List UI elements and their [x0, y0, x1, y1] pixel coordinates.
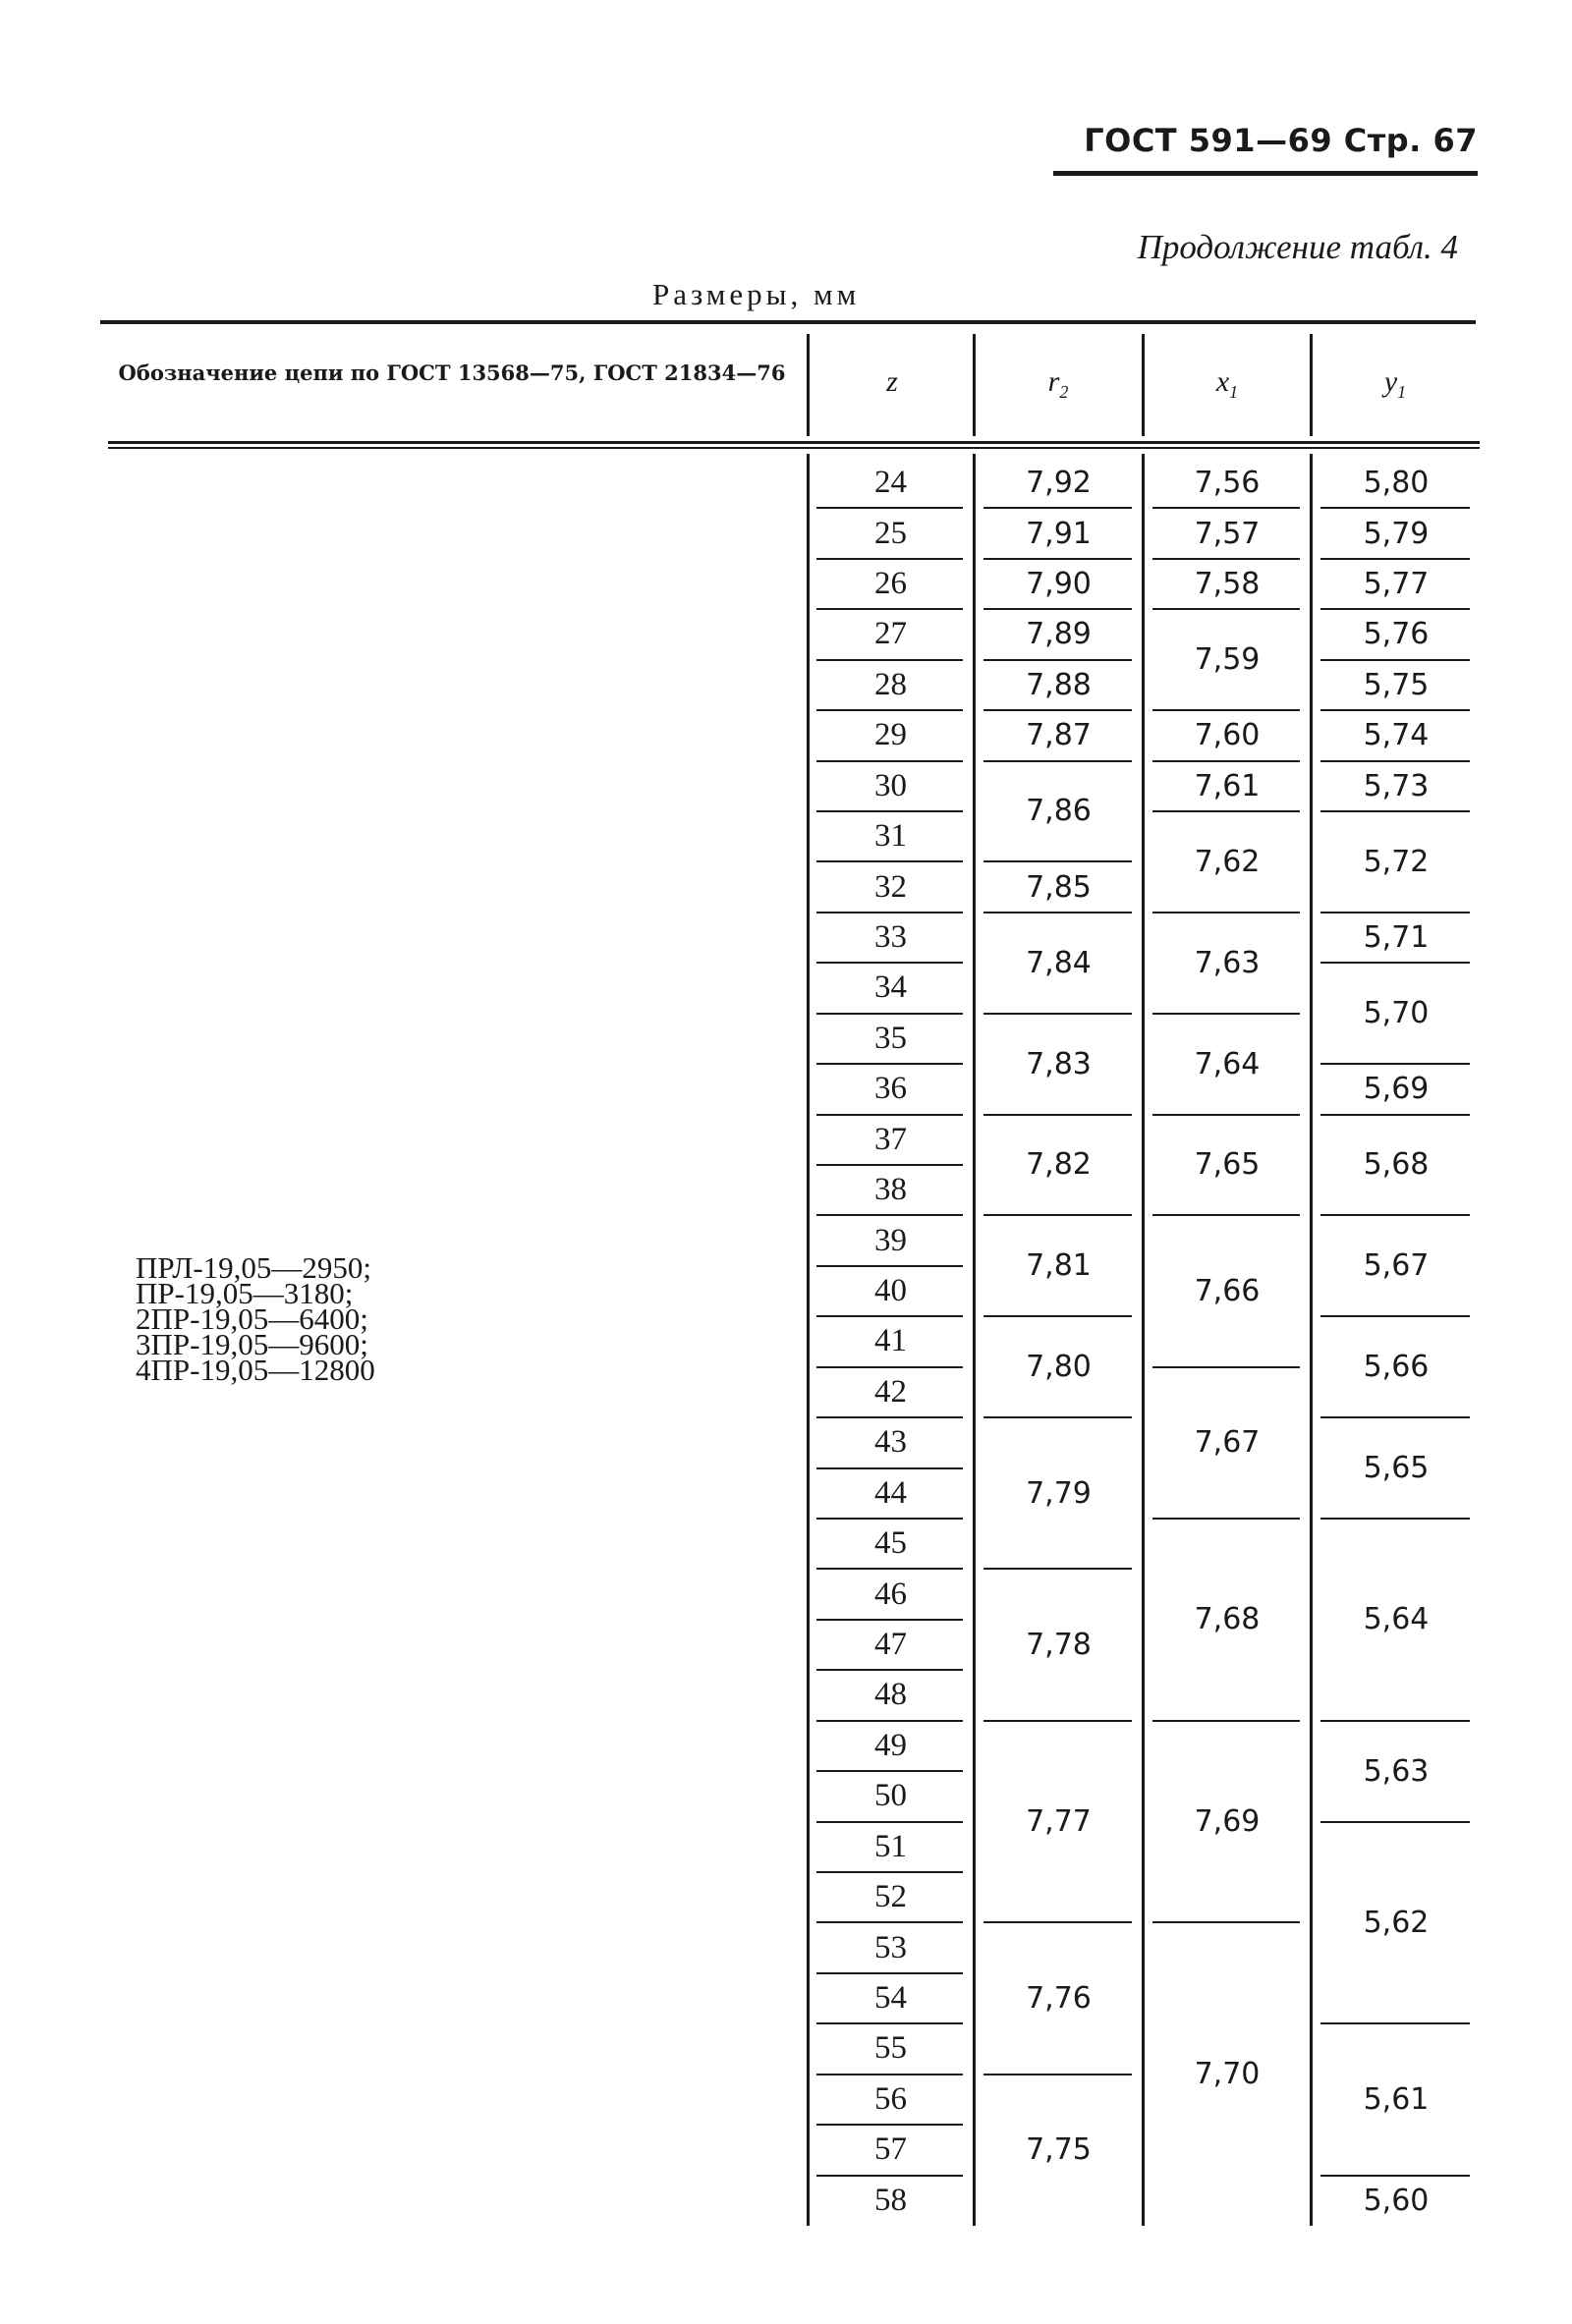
r2-cell: 7,85	[1026, 869, 1092, 905]
r2-cell: 7,92	[1026, 466, 1092, 501]
x1-cell: 7,62	[1194, 844, 1261, 879]
z-cell: 34	[874, 969, 907, 1006]
units-label: Размеры, мм	[652, 277, 861, 311]
x1-cell: 7,69	[1194, 1804, 1261, 1840]
chain-designation-list	[136, 1250, 375, 1387]
page-header: ГОСТ 591—69 Стр. 67	[1084, 122, 1478, 159]
z-cell: 28	[874, 666, 907, 702]
r2-cell: 7,81	[1026, 1248, 1092, 1284]
r2-cell: 7,87	[1026, 718, 1092, 753]
r2-cell: 7,90	[1026, 567, 1092, 602]
z-cell: 57	[874, 2131, 907, 2168]
z-cell: 42	[874, 1373, 907, 1410]
chain-designation: ПР-19,05—3180;	[136, 1276, 354, 1310]
r2-cell: 7,80	[1026, 1350, 1092, 1385]
r2-cell: 7,78	[1026, 1628, 1092, 1663]
z-cell: 49	[874, 1727, 907, 1763]
column-header-x1: $x_1$	[1215, 365, 1239, 402]
z-cell: 40	[874, 1273, 907, 1309]
header-bottom-rule-2	[108, 447, 1480, 449]
y1-cell: 5,72	[1363, 844, 1430, 879]
z-cell: 26	[874, 566, 907, 602]
r2-cell: 7,77	[1026, 1804, 1092, 1840]
z-cell: 41	[874, 1323, 907, 1359]
x1-cell: 7,68	[1194, 1602, 1261, 1637]
y1-cell: 5,73	[1363, 768, 1430, 803]
y1-cell: 5,71	[1363, 920, 1430, 956]
y1-cell: 5,62	[1363, 1905, 1430, 1940]
x1-cell: 7,58	[1194, 567, 1261, 602]
x1-cell: 7,70	[1194, 2057, 1261, 2092]
y1-cell: 5,80	[1363, 466, 1430, 501]
chain-designation: 2ПР-19,05—6400;	[136, 1301, 368, 1336]
y1-cell: 5,69	[1363, 1072, 1430, 1107]
z-cell: 56	[874, 2080, 907, 2117]
x1-cell: 7,60	[1194, 718, 1261, 753]
y1-cell: 5,79	[1363, 516, 1430, 551]
r2-cell: 7,88	[1026, 667, 1092, 702]
z-cell: 29	[874, 717, 907, 753]
y1-cell: 5,70	[1363, 996, 1430, 1031]
r2-cell: 7,79	[1026, 1475, 1092, 1511]
z-cell: 36	[874, 1071, 907, 1107]
z-cell: 54	[874, 1980, 907, 2017]
x1-cell: 7,66	[1194, 1274, 1261, 1309]
z-cell: 33	[874, 919, 907, 956]
z-cell: 55	[874, 2030, 907, 2067]
x1-cell: 7,57	[1194, 516, 1261, 551]
r2-cell: 7,91	[1026, 516, 1092, 551]
y1-cell: 5,66	[1363, 1350, 1430, 1385]
y1-cell: 5,63	[1363, 1753, 1430, 1789]
z-cell: 53	[874, 1929, 907, 1965]
chain-designation: 4ПР-19,05—12800	[136, 1353, 375, 1387]
y1-cell: 5,76	[1363, 617, 1430, 652]
z-cell: 52	[874, 1879, 907, 1915]
y1-cell: 5,60	[1363, 2183, 1430, 2218]
z-cell: 38	[874, 1172, 907, 1208]
z-cell: 44	[874, 1474, 907, 1511]
header-bottom-rule	[108, 441, 1480, 444]
z-cell: 50	[874, 1778, 907, 1814]
y1-cell: 5,75	[1363, 667, 1430, 702]
y1-cell: 5,65	[1363, 1451, 1430, 1486]
r2-cell: 7,84	[1026, 945, 1092, 980]
y1-cell: 5,68	[1363, 1147, 1430, 1183]
y1-cell: 5,74	[1363, 718, 1430, 753]
column-header-z: z	[886, 365, 898, 398]
table-top-rule	[100, 320, 1476, 324]
x1-cell: 7,59	[1194, 642, 1261, 678]
x1-cell: 7,65	[1194, 1147, 1261, 1183]
z-cell: 24	[874, 465, 907, 501]
x1-cell: 7,61	[1194, 768, 1261, 803]
z-cell: 37	[874, 1121, 907, 1157]
column-header-designation: Обозначение цепи по ГОСТ 13568—75, ГОСТ 21834—76	[118, 360, 786, 385]
table-caption: Продолжение табл. 4	[1137, 228, 1458, 266]
r2-cell: 7,82	[1026, 1147, 1092, 1183]
y1-cell: 5,67	[1363, 1248, 1430, 1284]
chain-designation: 3ПР-19,05—9600;	[136, 1327, 368, 1361]
z-cell: 45	[874, 1525, 907, 1562]
r2-cell: 7,89	[1026, 617, 1092, 652]
z-cell: 46	[874, 1576, 907, 1612]
z-cell: 43	[874, 1424, 907, 1461]
z-cell: 51	[874, 1828, 907, 1864]
z-cell: 39	[874, 1222, 907, 1258]
z-cell: 47	[874, 1627, 907, 1663]
z-cell: 48	[874, 1677, 907, 1713]
y1-cell: 5,77	[1363, 567, 1430, 602]
r2-cell: 7,76	[1026, 1981, 1092, 2017]
y1-cell: 5,61	[1363, 2081, 1430, 2117]
z-cell: 25	[874, 515, 907, 551]
x1-cell: 7,63	[1194, 945, 1261, 980]
z-cell: 30	[874, 767, 907, 803]
r2-cell: 7,75	[1026, 2132, 1092, 2168]
z-cell: 35	[874, 1020, 907, 1056]
column-header-r2: $r_2$	[1047, 365, 1069, 402]
chain-designation: ПРЛ-19,05—2950;	[136, 1250, 372, 1285]
r2-cell: 7,83	[1026, 1046, 1092, 1081]
x1-cell: 7,64	[1194, 1046, 1261, 1081]
x1-cell: 7,67	[1194, 1425, 1261, 1461]
z-cell: 32	[874, 868, 907, 905]
z-cell: 31	[874, 818, 907, 855]
header-rule	[1053, 171, 1478, 176]
x1-cell: 7,56	[1194, 466, 1261, 501]
y1-cell: 5,64	[1363, 1602, 1430, 1637]
z-cell: 27	[874, 616, 907, 652]
r2-cell: 7,86	[1026, 794, 1092, 829]
column-header-y1: $y_1$	[1383, 365, 1407, 402]
z-cell: 58	[874, 2182, 907, 2218]
